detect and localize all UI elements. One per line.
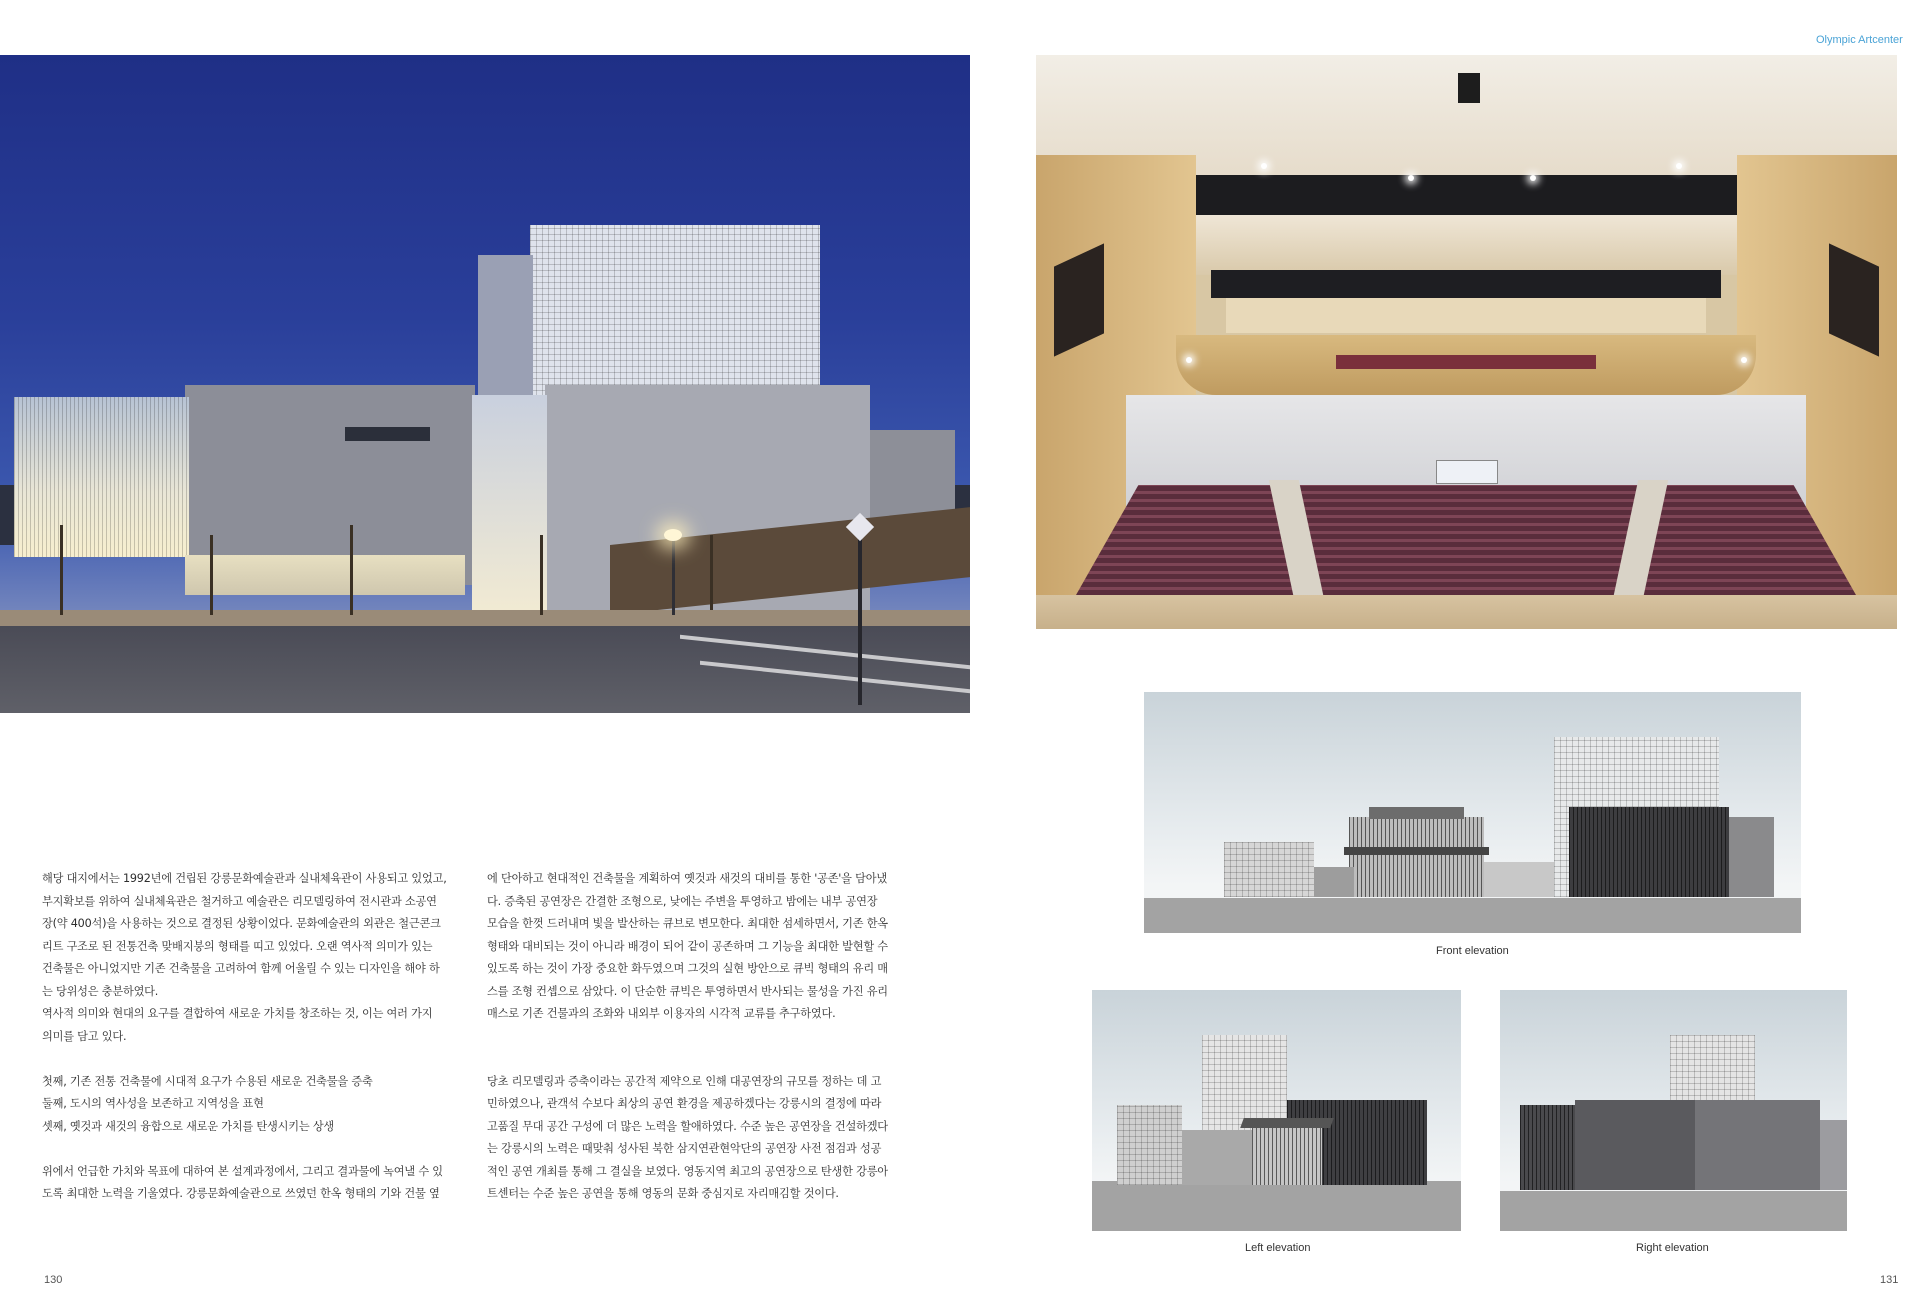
body-text-line: 둘째, 도시의 역사성을 보존하고 지역성을 표현 [42,1097,264,1110]
road [0,626,970,713]
body-text-line [42,1048,466,1071]
body-text-column-2 [487,868,911,1206]
left-elevation-drawing [1092,990,1461,1231]
body-text-line: 다. 증축된 공연장은 간결한 조형으로, 낮에는 주변을 투영하고 밤에는 내부 공연장 [487,894,878,908]
body-text-line: 에 단아하고 현대적인 건축물을 계획하여 옛것과 새것의 대비를 통한 '공존'을 담아냈 [487,872,887,885]
body-text-line: 는 강릉시의 노력은 때맞춰 성사된 북한 삼지연관현악단의 공연장 사전 점검과 성공 [487,1142,882,1155]
body-text-line: 해당 대지에서는 1992년에 건립된 강릉문화예술관과 실내체육관이 사용되고 있었고, [42,872,447,885]
page-number-right: 131 [1880,1274,1899,1286]
left-elevation-caption: Left elevation [1245,1242,1311,1254]
body-text-line: 형태와 대비되는 것이 아니라 배경이 되어 같이 공존하며 그 기능을 최대한 발현할 수 [487,939,888,953]
audience-seating [1076,485,1856,595]
body-text-line [487,1026,911,1049]
body-text-line [487,1048,911,1071]
body-text-line: 건축물은 아니었지만 기존 건축물을 고려하여 함께 어울릴 수 있는 디자인을 해야 하 [42,962,440,975]
auditorium-photo [1036,55,1897,629]
body-text-line: 매스로 기존 건물과의 조화와 내외부 이용자의 시각적 교류를 추구하였다. [487,1007,836,1020]
page-number-left: 130 [44,1274,63,1286]
body-text-line: 역사적 의미와 현대의 요구를 결합하여 새로운 가치를 창조하는 것, 이는 여러 가지 [42,1007,433,1020]
body-text-line: 도록 최대한 노력을 기울였다. 강릉문화예술관으로 쓰였던 한옥 형태의 기와 건물 옆 [42,1187,440,1200]
body-text-line: 있도록 하는 것이 가장 중요한 화두였으며 그것의 실현 방안으로 큐빅 형태의 유리 매 [487,962,888,975]
body-text-line: 위에서 언급한 가치와 목표에 대하여 본 설계과정에서, 그리고 결과물에 녹여낼 수 있 [42,1164,443,1178]
running-title: Olympic Artcenter [1816,34,1903,46]
front-elevation-caption: Front elevation [1436,945,1509,957]
body-text-line: 고품질 무대 공간 구성에 더 많은 노력을 할애하였다. 수준 높은 공연장을 건설하겠다 [487,1119,888,1133]
body-text-line: 의미를 담고 있다. [42,1029,127,1043]
exterior-night-photo [0,55,970,713]
body-text-line: 트센터는 수준 높은 공연을 통해 영동의 문화 중심지로 자리매김할 것이다. [487,1187,839,1200]
body-text-line: 리트 구조로 된 전통건축 맞배지붕의 형태를 띠고 있었다. 오랜 역사적 의미가 있는 [42,939,433,953]
right-elevation-caption: Right elevation [1636,1242,1709,1254]
body-text-line: 적인 공연 개최를 통해 그 결실을 보였다. 영동지역 최고의 공연장으로 탄생한 강릉아 [487,1164,888,1178]
body-text-line: 모습을 한껏 드러내며 빛을 발산하는 큐브로 변모한다. 최대한 섬세하면서, 기존 한옥 [487,917,888,930]
body-text-line [42,1138,466,1161]
body-text-line: 는 당위성은 충분하였다. [42,984,159,998]
body-text-line: 첫째, 기존 전통 건축물에 시대적 요구가 수용된 새로운 건축물을 증축 [42,1074,373,1088]
body-text-line: 스를 조형 컨셉으로 삼았다. 이 단순한 큐빅은 투영하면서 반사되는 물성을 가진 유리 [487,984,888,998]
body-text-line: 장(약 400석)을 사용하는 것으로 결정된 상황이었다. 문화예술관의 외관은 철근콘크 [42,917,441,930]
body-text-line: 민하였으나, 관객석 수보다 최상의 공연 환경을 제공하겠다는 강릉시의 결정에 따라 [487,1097,882,1110]
front-elevation-drawing [1144,692,1801,933]
body-text-line: 부지확보를 위하여 실내체육관은 철거하고 예술관은 리모델링하여 전시관과 소공연 [42,894,437,908]
body-text-line: 당초 리모델링과 증축이라는 공간적 제약으로 인해 대공연장의 규모를 정하는 데 고 [487,1074,882,1088]
body-text-line: 셋째, 옛것과 새것의 융합으로 새로운 가치를 탄생시키는 상생 [42,1119,335,1133]
right-elevation-drawing [1500,990,1847,1231]
body-text-column-1 [42,868,466,1206]
